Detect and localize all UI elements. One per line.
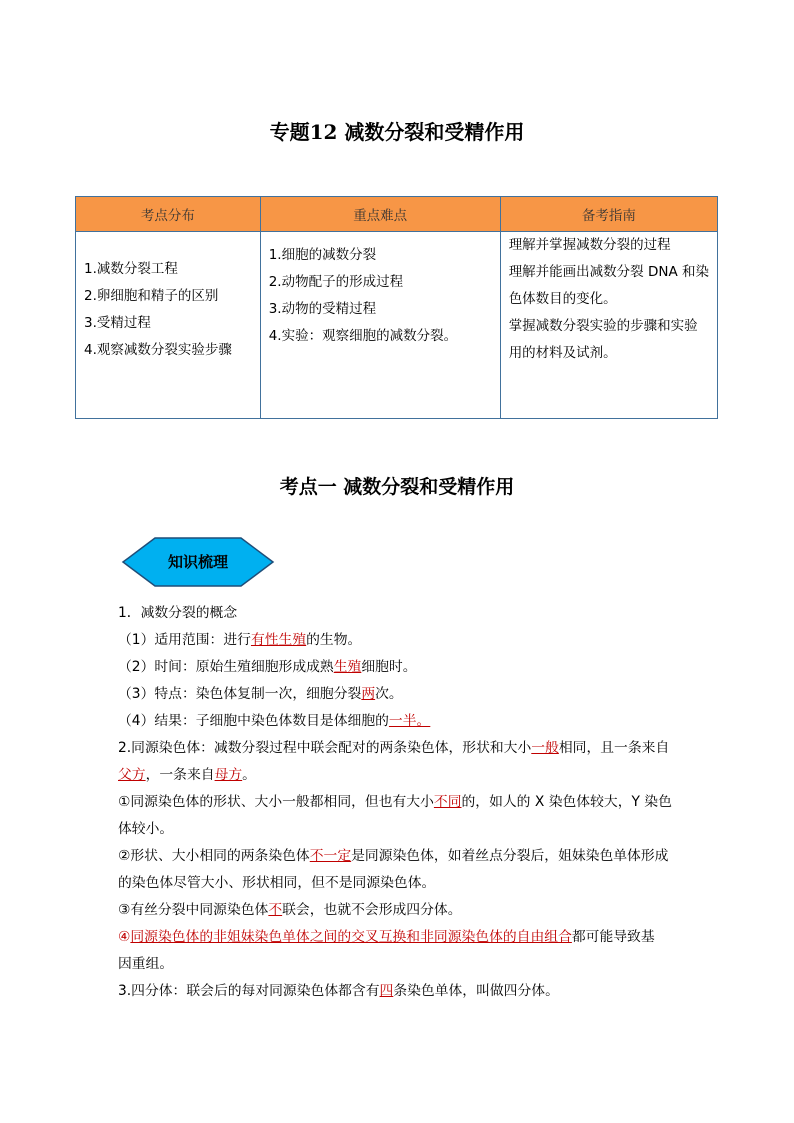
paragraph: 2.同源染色体：减数分裂过程中联会配对的两条染色体，形状和大小一般相同，且一条来自 [118, 740, 670, 756]
header-exam-points: 考点分布 [76, 197, 261, 232]
paragraph: 1．减数分裂的概念 [118, 605, 238, 621]
key-difficulties-cell [260, 232, 500, 419]
section-title: 考点一 减数分裂和受精作用 [279, 476, 515, 498]
paragraph: （2）时间：原始生殖细胞形成成熟生殖细胞时。 [118, 659, 417, 675]
list-item: 用的材料及试剂。 [508, 345, 617, 361]
list-item: 掌握减数分裂实验的步骤和实验 [508, 318, 698, 334]
badge-label: 知识梳理 [167, 553, 228, 571]
exam-points-cell [76, 232, 261, 419]
paragraph: 3.四分体：联会后的每对同源染色体都含有四条染色单体，叫做四分体。 [118, 983, 559, 999]
study-guide-cell [500, 232, 717, 419]
list-item: 3.动物的受精过程 [268, 301, 377, 317]
paragraph: ①同源染色体的形状、大小一般都相同，但也有大小不同的，如人的 X 染色体较大，Y 染色 [118, 794, 672, 810]
table-header-row [76, 197, 718, 232]
paragraph: 体较小。 [118, 821, 174, 837]
list-item: 色体数目的变化。 [508, 291, 617, 307]
list-item: 4.实验：观察细胞的减数分裂。 [268, 328, 458, 344]
paragraph: ③有丝分裂中同源染色体不联会，也就不会形成四分体。 [118, 902, 462, 918]
paragraph: 的染色体尽管大小、形状相同，但不是同源染色体。 [118, 875, 436, 891]
page-title: 专题12 减数分裂和受精作用 [269, 120, 525, 144]
paragraph: （4）结果：子细胞中染色体数目是体细胞的一半。 [118, 713, 431, 729]
header-key-difficulties: 重点难点 [260, 197, 500, 232]
list-item: 理解并掌握减数分裂的过程 [508, 237, 671, 253]
paragraph: 因重组。 [118, 956, 174, 972]
paragraph: ②形状、大小相同的两条染色体不一定是同源染色体，如着丝点分裂后，姐妹染色单体形成 [118, 848, 669, 864]
table-row [76, 232, 718, 419]
header-study-guide: 备考指南 [500, 197, 717, 232]
list-item: 1.减数分裂工程 [84, 261, 178, 277]
knowledge-badge [121, 536, 275, 588]
paragraph: ④同源染色体的非姐妹染色单体之间的交叉互换和非同源染色体的自由组合都可能导致基 [118, 929, 655, 945]
list-item: 2.动物配子的形成过程 [268, 274, 404, 290]
list-item: 理解并能画出减数分裂 DNA 和染 [508, 264, 709, 280]
list-item: 4.观察减数分裂实验步骤 [84, 342, 232, 358]
content-body [118, 600, 718, 1005]
overview-table [75, 196, 718, 419]
paragraph: 父方，一条来自母方。 [118, 767, 256, 783]
list-item: 2.卵细胞和精子的区别 [84, 288, 219, 304]
paragraph: （1）适用范围：进行有性生殖的生物。 [118, 632, 362, 648]
list-item: 3.受精过程 [84, 315, 151, 331]
list-item: 1.细胞的减数分裂 [268, 247, 377, 263]
paragraph: （3）特点：染色体复制一次，细胞分裂两次。 [118, 686, 403, 702]
